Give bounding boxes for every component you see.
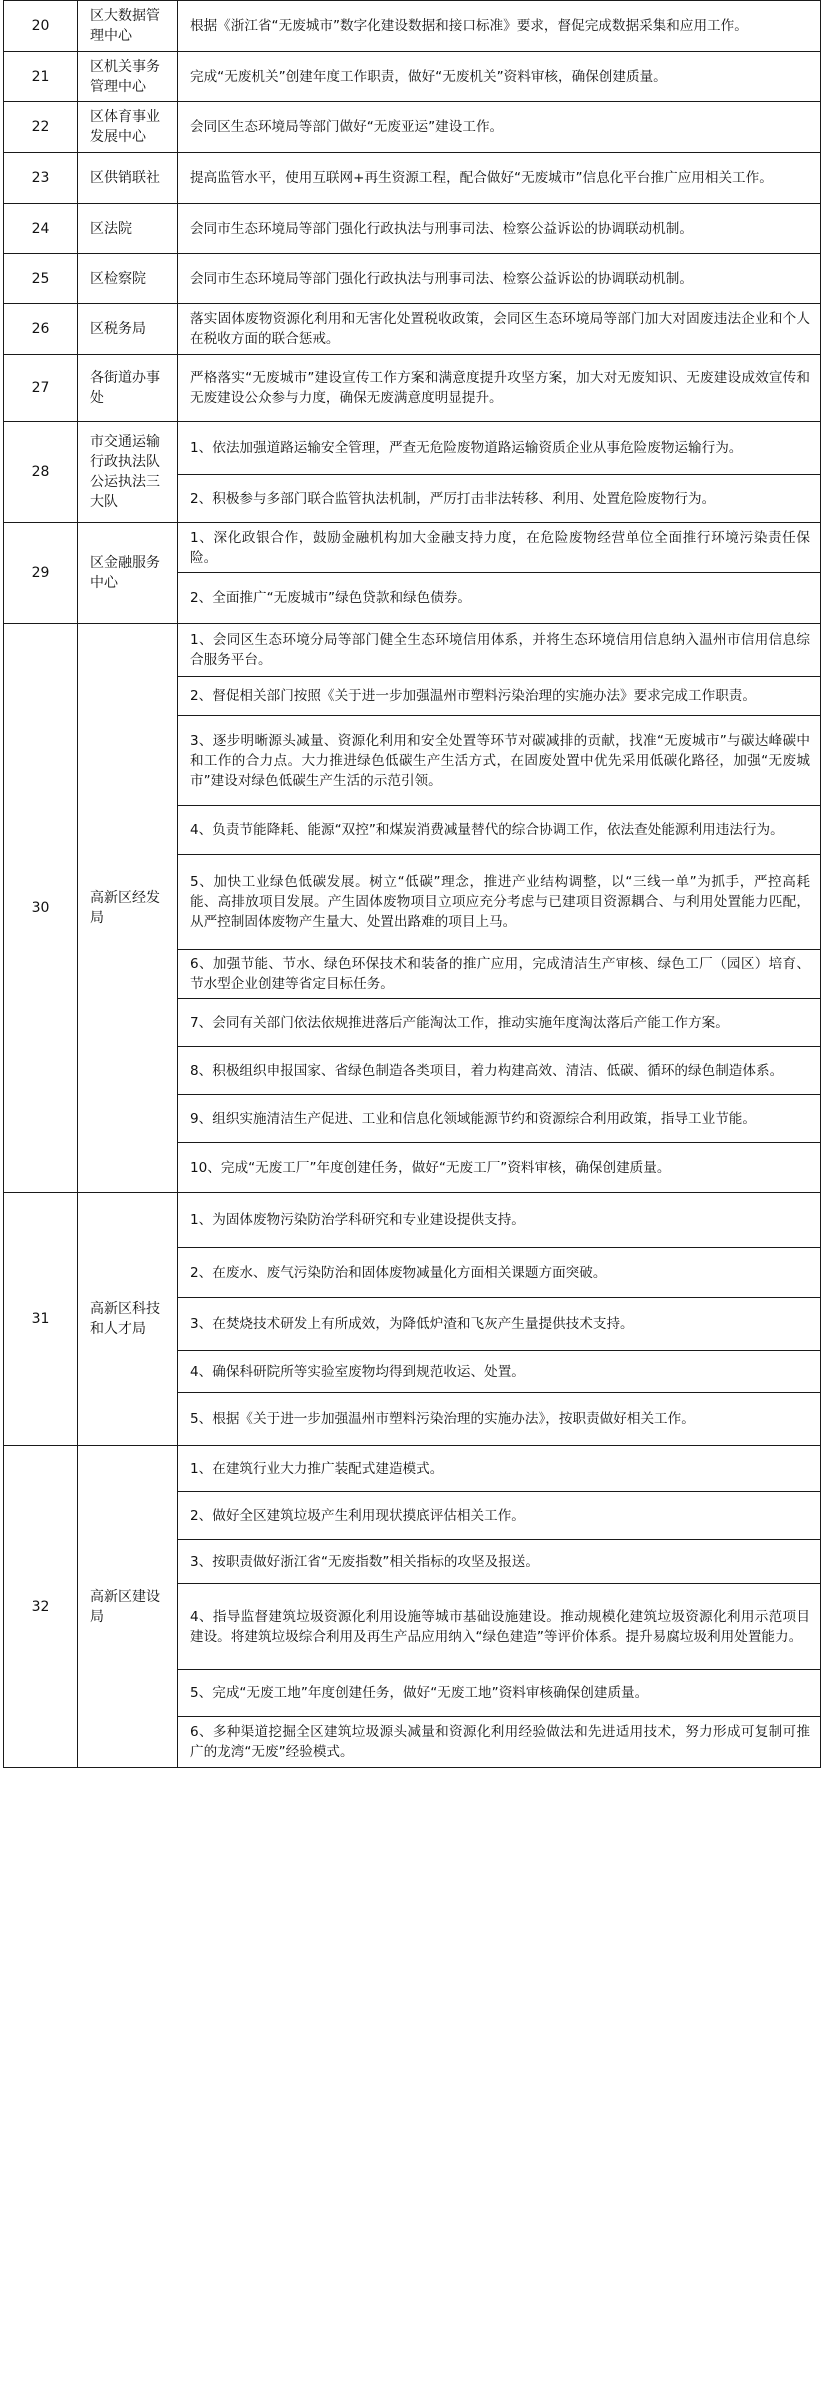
task-cell: 会同市生态环境局等部门强化行政执法与刑事司法、检察公益诉讼的协调联动机制。 xyxy=(178,254,821,304)
row-number: 32 xyxy=(4,1446,78,1768)
row-number: 31 xyxy=(4,1193,78,1446)
task-cell: 1、为固体废物污染防治学科研究和专业建设提供支持。 xyxy=(178,1193,821,1248)
table-row xyxy=(4,624,821,677)
department-cell: 区法院 xyxy=(78,204,178,254)
task-cell: 2、在废水、废气污染防治和固体废物减量化方面相关课题方面突破。 xyxy=(178,1248,821,1298)
table-row xyxy=(4,1446,821,1492)
task-cell: 9、组织实施清洁生产促进、工业和信息化领域能源节约和资源综合利用政策，指导工业节能。 xyxy=(178,1095,821,1143)
task-cell: 提高监管水平，使用互联网+再生资源工程，配合做好“无废城市”信息化平台推广应用相关工作。 xyxy=(178,153,821,204)
table-row xyxy=(4,355,821,422)
task-cell: 8、积极组织申报国家、省绿色制造各类项目，着力构建高效、清洁、低碳、循环的绿色制造体系。 xyxy=(178,1047,821,1095)
department-cell: 区大数据管理中心 xyxy=(78,1,178,52)
task-cell: 根据《浙江省“无废城市”数字化建设数据和接口标准》要求，督促完成数据采集和应用工作。 xyxy=(178,1,821,52)
task-cell: 会同市生态环境局等部门强化行政执法与刑事司法、检察公益诉讼的协调联动机制。 xyxy=(178,204,821,254)
row-number: 25 xyxy=(4,254,78,304)
table-row xyxy=(4,523,821,573)
department-cell: 市交通运输行政执法队公运执法三大队 xyxy=(78,422,178,523)
department-cell: 区税务局 xyxy=(78,304,178,355)
task-cell: 7、会同有关部门依法依规推进落后产能淘汰工作，推动实施年度淘汰落后产能工作方案。 xyxy=(178,999,821,1047)
task-cell: 会同区生态环境局等部门做好“无废亚运”建设工作。 xyxy=(178,102,821,153)
task-cell: 落实固体废物资源化利用和无害化处置税收政策，会同区生态环境局等部门加大对固废违法企业和个人在税收方面的联合惩戒。 xyxy=(178,304,821,355)
row-number: 21 xyxy=(4,52,78,102)
task-cell: 4、指导监督建筑垃圾资源化利用设施等城市基础设施建设。推动规模化建筑垃圾资源化利用示范项目建设。将建筑垃圾综合利用及再生产品应用纳入“绿色建造”等评价体系。提升易腐垃圾利用处置能力。 xyxy=(178,1584,821,1670)
task-cell: 6、加强节能、节水、绿色环保技术和装备的推广应用，完成清洁生产审核、绿色工厂（园区）培育、节水型企业创建等省定目标任务。 xyxy=(178,950,821,999)
row-number: 27 xyxy=(4,355,78,422)
row-number: 22 xyxy=(4,102,78,153)
row-number: 23 xyxy=(4,153,78,204)
row-number: 20 xyxy=(4,1,78,52)
task-cell: 严格落实“无废城市”建设宣传工作方案和满意度提升攻坚方案，加大对无废知识、无废建设成效宣传和无废建设公众参与力度，确保无废满意度明显提升。 xyxy=(178,355,821,422)
department-cell: 高新区建设局 xyxy=(78,1446,178,1768)
department-cell: 区体育事业发展中心 xyxy=(78,102,178,153)
task-cell: 5、完成“无废工地”年度创建任务，做好“无废工地”资料审核确保创建质量。 xyxy=(178,1670,821,1717)
table-row xyxy=(4,422,821,475)
row-number: 28 xyxy=(4,422,78,523)
task-cell: 2、全面推广“无废城市”绿色贷款和绿色债券。 xyxy=(178,573,821,624)
task-cell: 1、在建筑行业大力推广装配式建造模式。 xyxy=(178,1446,821,1492)
table-row xyxy=(4,254,821,304)
table-row xyxy=(4,1,821,52)
task-cell: 完成“无废机关”创建年度工作职责，做好“无废机关”资料审核，确保创建质量。 xyxy=(178,52,821,102)
task-cell: 3、逐步明晰源头减量、资源化利用和安全处置等环节对碳减排的贡献，找准“无废城市”与碳达峰碳中和工作的合力点。大力推进绿色低碳生产生活方式，在固废处置中优先采用低碳化路径，加强“无废城市”建设对绿色低碳生产生活的示范引领。 xyxy=(178,716,821,806)
department-cell: 各街道办事处 xyxy=(78,355,178,422)
task-cell: 1、依法加强道路运输安全管理，严查无危险废物道路运输资质企业从事危险废物运输行为。 xyxy=(178,422,821,475)
task-cell: 1、深化政银合作，鼓励金融机构加大金融支持力度，在危险废物经营单位全面推行环境污染责任保险。 xyxy=(178,523,821,573)
department-cell: 区供销联社 xyxy=(78,153,178,204)
task-cell: 2、做好全区建筑垃圾产生利用现状摸底评估相关工作。 xyxy=(178,1492,821,1540)
task-cell: 2、督促相关部门按照《关于进一步加强温州市塑料污染治理的实施办法》要求完成工作职责。 xyxy=(178,677,821,716)
row-number: 24 xyxy=(4,204,78,254)
row-number: 29 xyxy=(4,523,78,624)
table-row xyxy=(4,1193,821,1248)
table-row xyxy=(4,153,821,204)
department-cell: 区检察院 xyxy=(78,254,178,304)
task-cell: 4、负责节能降耗、能源“双控”和煤炭消费减量替代的综合协调工作，依法查处能源利用违法行为。 xyxy=(178,806,821,855)
task-cell: 1、会同区生态环境分局等部门健全生态环境信用体系，并将生态环境信用信息纳入温州市信用信息综合服务平台。 xyxy=(178,624,821,677)
department-cell: 高新区经发局 xyxy=(78,624,178,1193)
row-number: 30 xyxy=(4,624,78,1193)
task-cell: 6、多种渠道挖掘全区建筑垃圾源头减量和资源化利用经验做法和先进适用技术，努力形成可复制可推广的龙湾“无废”经验模式。 xyxy=(178,1717,821,1768)
task-cell: 3、按职责做好浙江省“无废指数”相关指标的攻坚及报送。 xyxy=(178,1540,821,1584)
row-number: 26 xyxy=(4,304,78,355)
table-row xyxy=(4,52,821,102)
task-cell: 4、确保科研院所等实验室废物均得到规范收运、处置。 xyxy=(178,1351,821,1393)
task-cell: 10、完成“无废工厂”年度创建任务，做好“无废工厂”资料审核，确保创建质量。 xyxy=(178,1143,821,1193)
responsibility-table xyxy=(3,0,821,1768)
department-cell: 高新区科技和人才局 xyxy=(78,1193,178,1446)
table-row xyxy=(4,304,821,355)
task-cell: 3、在焚烧技术研发上有所成效，为降低炉渣和飞灰产生量提供技术支持。 xyxy=(178,1298,821,1351)
table-row xyxy=(4,102,821,153)
task-cell: 5、加快工业绿色低碳发展。树立“低碳”理念，推进产业结构调整，以“三线一单”为抓手，严控高耗能、高排放项目发展。产生固体废物项目立项应充分考虑与已建项目资源耦合、与利用处置能力匹配，从严控制固体废物产生量大、处置出路难的项目上马。 xyxy=(178,855,821,950)
task-cell: 2、积极参与多部门联合监管执法机制，严厉打击非法转移、利用、处置危险废物行为。 xyxy=(178,475,821,523)
department-cell: 区金融服务中心 xyxy=(78,523,178,624)
table-row xyxy=(4,204,821,254)
department-cell: 区机关事务管理中心 xyxy=(78,52,178,102)
task-cell: 5、根据《关于进一步加强温州市塑料污染治理的实施办法》，按职责做好相关工作。 xyxy=(178,1393,821,1446)
table-body xyxy=(4,1,821,1768)
